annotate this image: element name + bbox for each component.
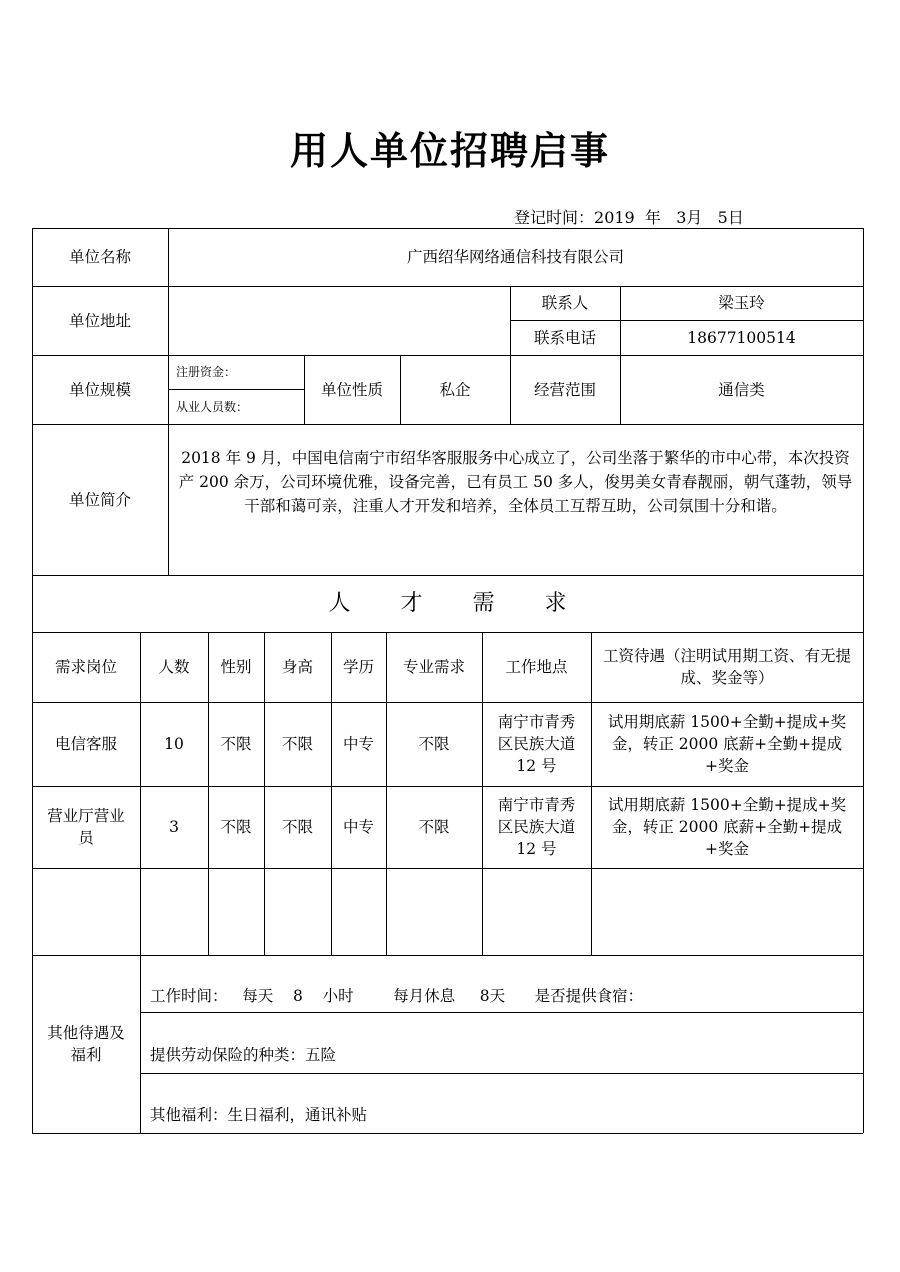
job-salary: 试用期底薪 1500+全勤+提成+奖金，转正 2000 底薪+全勤+提成+奖金: [607, 796, 847, 858]
other-benefits-label: 其他福利：: [150, 1106, 228, 1124]
monthly-rest-label: 每月休息: [393, 986, 456, 1005]
employees-count-label: 从业人员数：: [176, 399, 249, 414]
meals-label: 是否提供食宿：: [534, 986, 644, 1005]
job-location: 南宁市青秀区民族大道 12 号: [497, 713, 576, 775]
job-height: 不限: [281, 818, 313, 836]
daily-label: 每天: [242, 986, 274, 1005]
job-position: 营业厅营业员: [47, 807, 125, 847]
insurance-row: [140, 1012, 863, 1073]
register-day: 5: [717, 208, 728, 227]
business-scope-label: 经营范围: [533, 380, 596, 399]
rest-days-unit: 天: [489, 986, 506, 1005]
contact-value: 梁玉玲: [718, 294, 765, 312]
register-label: 登记时间：: [514, 208, 595, 227]
other-benefits-row: [140, 1073, 863, 1133]
col-header-major: 专业需求: [402, 658, 465, 676]
register-month-unit: 月: [686, 208, 703, 227]
unit-intro-text: 2018 年 9 月，中国电信南宁市绍华客服服务中心成立了，公司坐落于繁华的市中心带，本次投资产 200 余万，公司环境优雅，设备完善，已有员工 50 多人，俊男美女青春靓丽，朝气蓬勃，领导干部和蔼可亲，注重人才开发和培养，全体员工互帮互助，公司氛围十分和谐。: [178, 449, 853, 515]
job-count: 3: [169, 818, 179, 836]
job-position: 电信客服: [54, 735, 117, 753]
phone-value: 18677100514: [687, 328, 796, 347]
business-scope-value: 通信类: [718, 380, 765, 399]
unit-address-value: [168, 286, 510, 355]
job-major: 不限: [418, 818, 450, 836]
job-education: 中专: [342, 735, 374, 753]
register-year: 2019: [594, 208, 635, 227]
hours-unit: 小时: [322, 986, 354, 1005]
unit-intro-label: 单位简介: [68, 490, 131, 509]
phone-label: 联系电话: [533, 328, 596, 347]
page-title: 用人单位招聘启事: [289, 128, 610, 173]
monthly-rest-days: 8: [479, 986, 490, 1005]
col-header-gender: 性别: [220, 658, 252, 676]
heading-char: 人: [328, 590, 351, 616]
insurance-value: 五险: [305, 1045, 337, 1064]
unit-scale-label: 单位规模: [68, 380, 131, 399]
heading-char: 才: [400, 590, 423, 616]
job-salary: 试用期底薪 1500+全勤+提成+奖金，转正 2000 底薪+全勤+提成+奖金: [607, 713, 847, 775]
register-year-unit: 年: [644, 208, 661, 227]
heading-char: 需: [472, 590, 495, 616]
registered-capital-label: 注册资金：: [176, 365, 237, 379]
job-gender: 不限: [220, 818, 252, 836]
unit-name-label: 单位名称: [68, 248, 131, 266]
job-count: 10: [164, 735, 184, 753]
talent-demand-heading: [32, 575, 863, 632]
col-header-education: 学历: [342, 658, 374, 676]
contact-label: 联系人: [541, 294, 589, 312]
job-education: 中专: [342, 818, 374, 836]
unit-nature-label: 单位性质: [320, 380, 383, 399]
register-date-line: [514, 205, 744, 228]
col-header-height: 身高: [281, 658, 313, 676]
job-gender: 不限: [220, 735, 252, 753]
work-time-row: [140, 955, 863, 1012]
job-major: 不限: [418, 735, 450, 753]
insurance-label: 提供劳动保险的种类：: [150, 1045, 306, 1064]
col-header-count: 人数: [158, 658, 190, 676]
col-header-position: 需求岗位: [54, 658, 117, 676]
unit-address-label: 单位地址: [68, 311, 131, 330]
daily-hours: 8: [293, 986, 303, 1005]
job-location: 南宁市青秀区民族大道 12 号: [497, 796, 576, 858]
col-header-location: 工作地点: [505, 658, 568, 676]
register-month: 3: [676, 208, 687, 227]
col-header-salary: 工资待遇（注明试用期工资、有无提成、奖金等）: [602, 647, 851, 687]
job-height: 不限: [281, 735, 313, 753]
benefits-label: 其他待遇及福利: [47, 1024, 125, 1064]
unit-nature-value: 私企: [439, 380, 471, 399]
unit-name-value: 广西绍华网络通信科技有限公司: [406, 248, 624, 266]
register-day-unit: 日: [727, 208, 744, 227]
heading-char: 求: [544, 590, 567, 616]
work-time-label: 工作时间：: [150, 986, 228, 1005]
other-benefits-value: 生日福利，通讯补贴: [227, 1106, 368, 1124]
